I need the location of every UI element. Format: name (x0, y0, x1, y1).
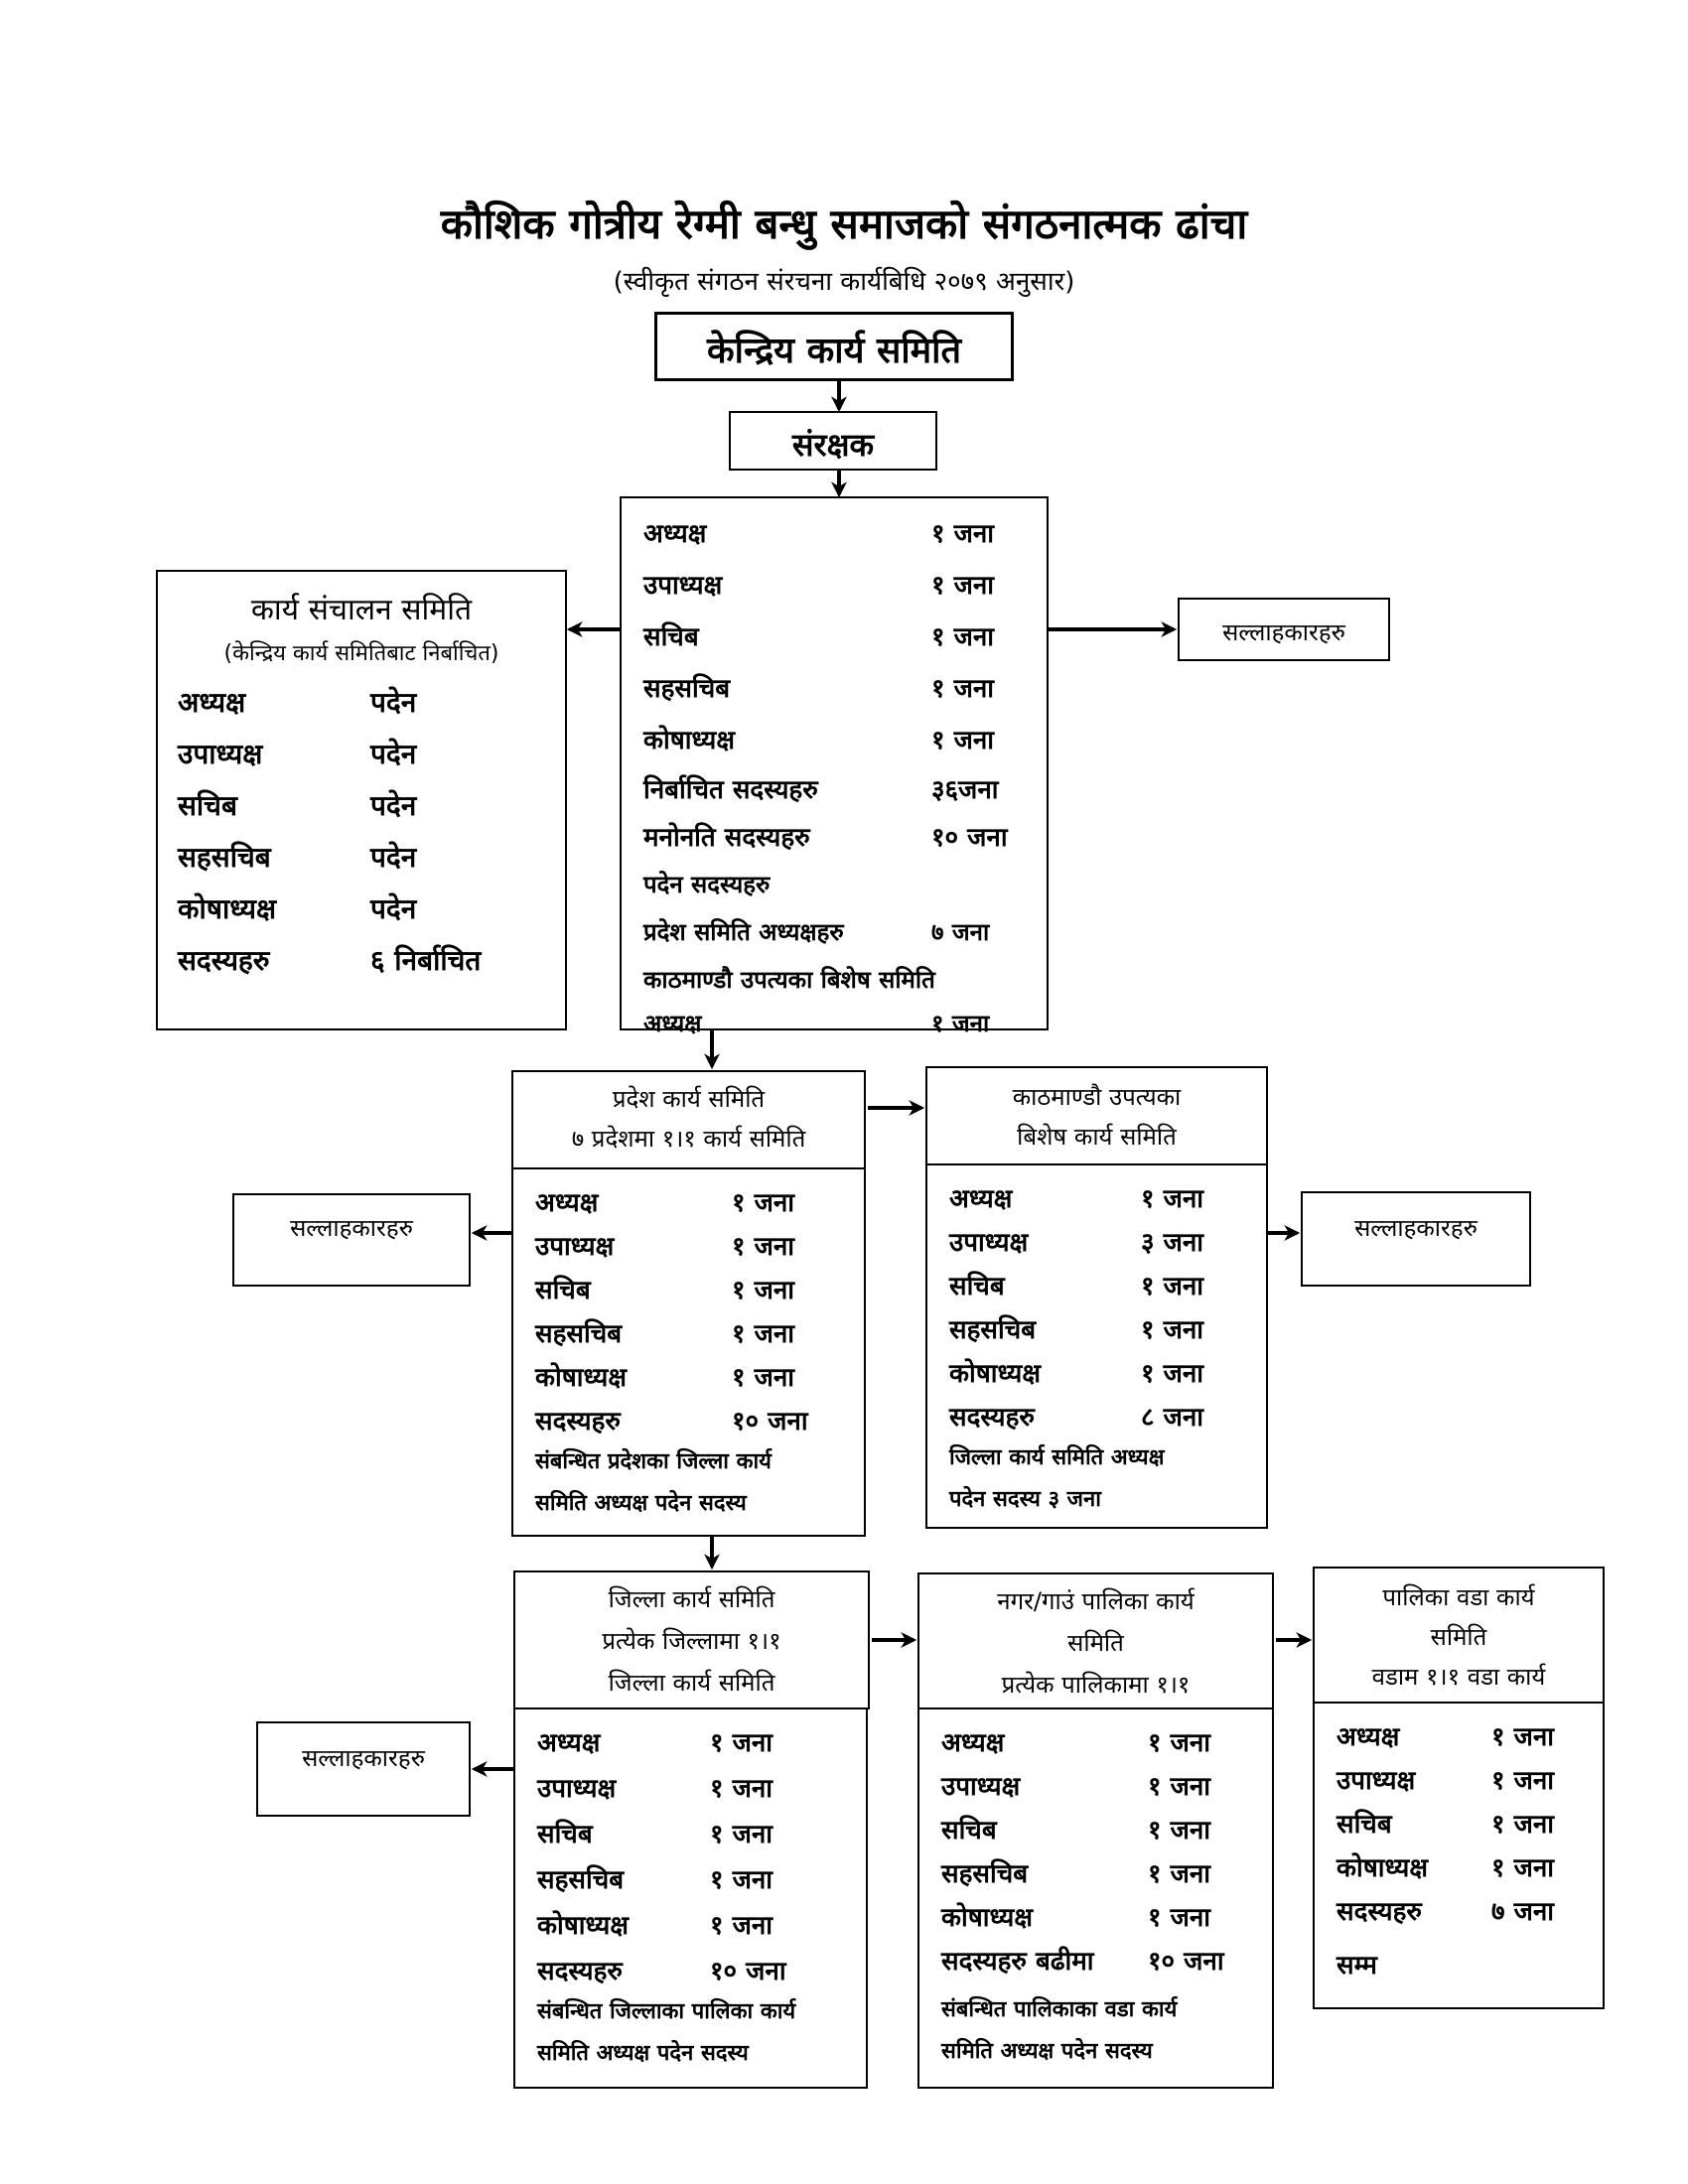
executive-member-role: सहसचिब (178, 841, 271, 874)
province-member-row (513, 1227, 864, 1271)
central-member-row (622, 770, 1047, 817)
valley-member-role: कोषाध्यक्ष (949, 1359, 1041, 1389)
ward-committee-scope: वडाम १।१ वडा कार्य (1371, 1663, 1546, 1691)
valley-member-row (927, 1354, 1266, 1398)
central-member-row (622, 721, 1047, 767)
province-member-row (513, 1402, 864, 1445)
executive-member-row (158, 838, 565, 889)
central-member-role: अध्यक्ष (643, 1010, 702, 1037)
municipal-member-role: सचिब (941, 1816, 997, 1845)
district-member-count: १ जना (710, 1865, 774, 1895)
ward-member-count: १ जना (1491, 1722, 1555, 1752)
executive-member-count: पदेन (370, 841, 417, 874)
executive-member-count: पदेन (370, 686, 417, 719)
central-member-count: १ जना (931, 571, 995, 601)
municipal-member-row (919, 1854, 1272, 1898)
ward-committee-title-line2: समिति (1430, 1623, 1487, 1651)
ward-member-row (1315, 1805, 1603, 1848)
valley-member-row (927, 1223, 1266, 1267)
executive-member-count: पदेन (370, 789, 417, 822)
valley-committee-title: काठमाण्डौ उपत्यका (1012, 1083, 1182, 1111)
valley-member-count: १ जना (1141, 1315, 1204, 1345)
municipal-member-row (919, 1723, 1272, 1767)
district-committee-header (513, 1570, 870, 1709)
district-member-row (515, 1952, 866, 1997)
district-member-role: सचिब (537, 1820, 593, 1849)
province-committee-header (511, 1070, 866, 1169)
central-member-role: सचिब (643, 622, 699, 652)
province-member-row (513, 1183, 864, 1227)
central-member-count: १ जना (931, 1010, 990, 1037)
province-member-role: सहसचिब (535, 1319, 623, 1349)
central-member-count: १ जना (931, 622, 995, 652)
central-member-row (622, 963, 1047, 1010)
central-member-row (622, 818, 1047, 865)
district-member-count: १ जना (710, 1728, 774, 1758)
central-member-role: अध्यक्ष (643, 519, 707, 549)
page-subtitle: (स्वीकृत संगठन संरचना कार्यबिधि २०७९ अनुसार) (613, 267, 1075, 297)
valley-advisors-box (1301, 1191, 1531, 1287)
valley-note-line1: जिल्ला कार्य समिति अध्यक्ष (949, 1445, 1165, 1470)
province-member-row (513, 1358, 864, 1402)
municipal-member-role: सदस्यहरु बढीमा (941, 1947, 1094, 1977)
central-member-count: ३६जना (931, 775, 999, 805)
executive-member-row (158, 786, 565, 838)
ward-member-count: १ जना (1491, 1853, 1555, 1883)
executive-member-count: पदेन (370, 892, 417, 925)
valley-member-role: सहसचिब (949, 1315, 1037, 1345)
valley-member-count: ३ जना (1141, 1228, 1204, 1258)
ward-member-row (1315, 1717, 1603, 1761)
central-member-role: पदेन सदस्यहरु (643, 871, 771, 898)
central-member-role: सहसचिब (643, 674, 731, 704)
ward-note: सम्म (1336, 1951, 1377, 1980)
province-member-count: १ जना (732, 1276, 795, 1305)
ward-member-row (1315, 1848, 1603, 1892)
province-member-row (513, 1271, 864, 1314)
valley-member-row (927, 1267, 1266, 1310)
valley-member-role: अध्यक्ष (949, 1184, 1013, 1214)
district-member-role: उपाध्यक्ष (537, 1774, 617, 1804)
central-member-role: मनोनति सदस्यहरु (643, 823, 810, 853)
central-advisors-box (1178, 598, 1390, 661)
municipal-committee-box (917, 1707, 1274, 2089)
municipal-committee-title: नगर/गाउं पालिका कार्य (997, 1587, 1195, 1615)
central-member-role: कोषाध्यक्ष (643, 726, 735, 755)
executive-member-role: उपाध्यक्ष (178, 738, 263, 770)
executive-member-count: पदेन (370, 738, 417, 770)
municipal-member-role: अध्यक्ष (941, 1728, 1005, 1758)
district-member-role: सहसचिब (537, 1865, 625, 1895)
district-committee-title: जिल्ला कार्य समिति (608, 1585, 775, 1613)
ward-committee-title: पालिका वडा कार्य (1382, 1583, 1535, 1611)
municipal-member-count: १ जना (1148, 1816, 1211, 1845)
municipal-committee-header (917, 1572, 1274, 1709)
patron-box (729, 411, 937, 471)
province-member-role: कोषाध्यक्ष (535, 1363, 627, 1393)
ward-member-role: अध्यक्ष (1336, 1722, 1400, 1752)
executive-member-role: सदस्यहरु (178, 944, 270, 977)
province-note-line2: समिति अध्यक्ष पदेन सदस्य (535, 1491, 747, 1516)
ward-member-count: ७ जना (1491, 1897, 1555, 1927)
province-committee-title: प्रदेश कार्य समिति (612, 1085, 766, 1113)
central-member-row (622, 617, 1047, 664)
ward-member-role: उपाध्यक्ष (1336, 1766, 1416, 1796)
valley-member-row (927, 1398, 1266, 1441)
province-member-count: १० जना (732, 1407, 808, 1436)
province-member-role: सदस्यहरु (535, 1407, 621, 1436)
municipal-member-count: १ जना (1148, 1772, 1211, 1802)
valley-member-count: १ जना (1141, 1272, 1204, 1301)
municipal-member-role: उपाध्यक्ष (941, 1772, 1021, 1802)
ward-member-role: सदस्यहरु (1336, 1897, 1422, 1927)
valley-member-row (927, 1310, 1266, 1354)
valley-committee-header (925, 1066, 1268, 1165)
district-member-count: १ जना (710, 1774, 774, 1804)
province-advisors-box (232, 1193, 471, 1287)
district-note-line2: समिति अध्यक्ष पदेन सदस्य (537, 2041, 749, 2066)
municipal-member-row (919, 1767, 1272, 1811)
province-member-row (513, 1314, 864, 1358)
province-member-role: उपाध्यक्ष (535, 1232, 615, 1262)
ward-committee-box (1313, 1702, 1605, 2009)
district-note-line1: संबन्धित जिल्लाका पालिका कार्य (537, 1999, 796, 2024)
district-member-row (515, 1906, 866, 1952)
district-committee-scope: प्रत्येक जिल्लामा १।१ (602, 1627, 781, 1655)
central-member-row (622, 514, 1047, 561)
valley-advisors-label: सल्लाहकारहरु (1354, 1214, 1477, 1242)
ward-member-row (1315, 1761, 1603, 1805)
district-member-role: अध्यक्ष (537, 1728, 601, 1758)
ward-member-count: १ जना (1491, 1766, 1555, 1796)
central-committee-box (654, 312, 1014, 381)
district-committee-subtitle: जिल्ला कार्य समिति (608, 1669, 775, 1697)
valley-member-role: सदस्यहरु (949, 1403, 1035, 1433)
central-member-count: १ जना (931, 674, 995, 704)
central-member-row (622, 566, 1047, 613)
municipal-member-count: १ जना (1148, 1903, 1211, 1933)
valley-member-role: उपाध्यक्ष (949, 1228, 1029, 1258)
central-member-count: १ जना (931, 726, 995, 755)
district-committee-box (513, 1707, 868, 2089)
executive-member-count: ६ निर्बाचित (370, 944, 482, 977)
province-member-count: १ जना (732, 1232, 795, 1262)
province-member-role: सचिब (535, 1276, 591, 1305)
central-member-role: उपाध्यक्ष (643, 571, 723, 601)
ward-member-count: १ जना (1491, 1810, 1555, 1840)
central-member-role: प्रदेश समिति अध्यक्षहरु (643, 918, 844, 946)
district-advisors-label: सल्लाहकारहरु (302, 1744, 425, 1772)
patron-title: संरक्षक (791, 426, 875, 464)
valley-committee-subtitle: बिशेष कार्य समिति (1017, 1123, 1177, 1151)
municipal-note-line1: संबन्धित पालिकाका वडा कार्य (941, 1997, 1178, 2022)
valley-member-count: १ जना (1141, 1359, 1204, 1389)
valley-committee-box (925, 1163, 1268, 1529)
province-member-count: १ जना (732, 1363, 795, 1393)
municipal-member-count: १ जना (1148, 1728, 1211, 1758)
valley-note-line2: पदेन सदस्य ३ जना (949, 1487, 1101, 1512)
ward-member-role: कोषाध्यक्ष (1336, 1853, 1428, 1883)
central-member-count: १० जना (931, 823, 1008, 853)
district-member-row (515, 1815, 866, 1860)
central-member-role: निर्बाचित सदस्यहरु (643, 775, 818, 805)
central-committee-title: केन्द्रिय कार्य समिति (706, 331, 962, 371)
executive-member-role: सचिब (178, 789, 237, 822)
ward-committee-header (1313, 1567, 1605, 1704)
central-member-role: काठमाण्डौ उपत्यका बिशेष समिति (643, 966, 935, 994)
central-member-row (622, 669, 1047, 716)
district-member-row (515, 1860, 866, 1906)
central-advisors-label: सल्लाहकारहरु (1222, 618, 1345, 646)
central-member-row (622, 868, 1047, 914)
province-note-line1: संबन्धित प्रदेशका जिल्ला कार्य (535, 1449, 772, 1474)
district-member-count: १० जना (710, 1957, 786, 1986)
municipal-committee-scope: प्रत्येक पालिकामा १।१ (1001, 1671, 1191, 1699)
province-member-role: अध्यक्ष (535, 1188, 599, 1218)
valley-member-role: सचिब (949, 1272, 1005, 1301)
executive-member-role: अध्यक्ष (178, 686, 246, 719)
ward-member-role: सचिब (1336, 1810, 1392, 1840)
municipal-member-role: कोषाध्यक्ष (941, 1903, 1033, 1933)
central-member-count: १ जना (931, 519, 995, 549)
central-member-row (622, 1007, 1047, 1053)
province-committee-scope: ७ प्रदेशमा १।१ कार्य समिति (571, 1125, 806, 1153)
municipal-member-row (919, 1898, 1272, 1942)
province-member-count: १ जना (732, 1188, 795, 1218)
executive-committee-box (156, 570, 567, 1030)
district-member-role: कोषाध्यक्ष (537, 1911, 629, 1941)
municipal-committee-title-line2: समिति (1067, 1629, 1124, 1657)
valley-member-count: ८ जना (1141, 1403, 1204, 1433)
district-member-role: सदस्यहरु (537, 1957, 623, 1986)
district-member-count: १ जना (710, 1820, 774, 1849)
executive-committee-title: कार्य संचालन समिति (250, 593, 473, 627)
valley-member-count: १ जना (1141, 1184, 1204, 1214)
municipal-member-row (919, 1942, 1272, 1985)
executive-member-row (158, 889, 565, 941)
municipal-member-count: १ जना (1148, 1859, 1211, 1889)
central-members-box (620, 496, 1049, 1037)
executive-committee-subtitle: (केन्द्रिय कार्य समितिबाट निर्बाचित) (223, 641, 499, 666)
province-member-count: १ जना (732, 1319, 795, 1349)
valley-member-row (927, 1179, 1266, 1223)
central-member-count: ७ जना (931, 918, 990, 946)
district-advisors-box (256, 1721, 471, 1817)
page-title: कौशिक गोत्रीय रेग्मी बन्धु समाजको संगठनात्मक ढांचा (440, 200, 1248, 248)
municipal-member-count: १० जना (1148, 1947, 1224, 1977)
district-member-count: १ जना (710, 1911, 774, 1941)
district-member-row (515, 1723, 866, 1769)
executive-member-row (158, 941, 565, 993)
municipal-note-line2: समिति अध्यक्ष पदेन सदस्य (941, 2039, 1153, 2064)
province-committee-box (511, 1167, 866, 1537)
executive-member-row (158, 683, 565, 735)
district-member-row (515, 1769, 866, 1815)
municipal-member-role: सहसचिब (941, 1859, 1029, 1889)
executive-member-role: कोषाध्यक्ष (178, 892, 277, 925)
central-member-row (622, 915, 1047, 962)
executive-member-row (158, 735, 565, 786)
ward-member-row (1315, 1892, 1603, 1936)
municipal-member-row (919, 1811, 1272, 1854)
province-advisors-label: सल्लाहकारहरु (290, 1214, 413, 1242)
